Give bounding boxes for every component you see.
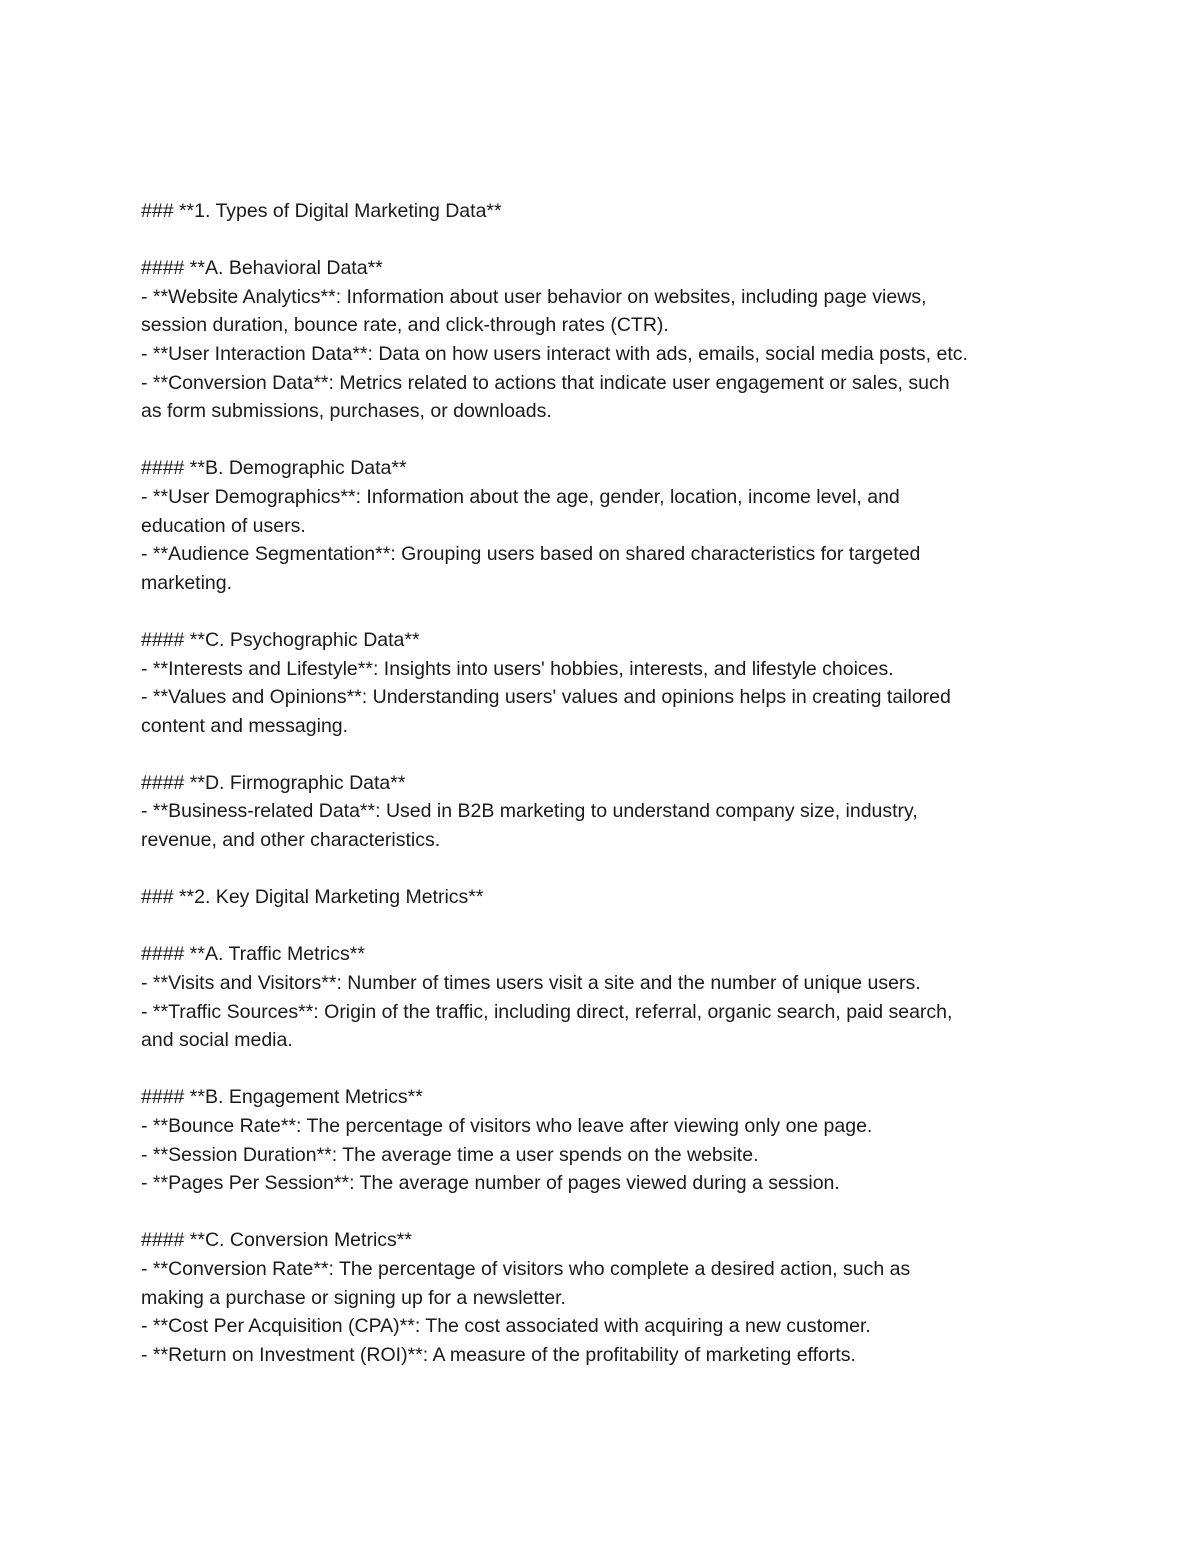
subsection-heading: #### **C. Conversion Metrics**: [141, 1229, 412, 1252]
bullet-item: - **Return on Investment (ROI)**: A measure of the profitability of marketing efforts.: [141, 1343, 856, 1366]
bullet-item: - **Visits and Visitors**: Number of times users visit a site and the number of unique users.: [141, 972, 921, 995]
bullet-item: - **Session Duration**: The average time a user spends on the website.: [141, 1143, 759, 1166]
document-body: [141, 197, 1071, 1369]
bullet-item: - **Bounce Rate**: The percentage of visitors who leave after viewing only one page.: [141, 1115, 873, 1137]
bullet-item: - **Cost Per Acquisition (CPA)**: The cost associated with acquiring a new customer.: [141, 1315, 871, 1338]
section-heading: ### **1. Types of Digital Marketing Data**: [141, 200, 502, 222]
bullet-item: - **User Interaction Data**: Data on how users interact with ads, emails, social media posts, etc.: [141, 342, 968, 365]
bullet-item: - **Values and Opinions**: Understanding users' values and opinions helps in creating tailored: [141, 686, 951, 709]
bullet-item: - **Interests and Lifestyle**: Insights into users' hobbies, interests, and lifestyle choices.: [141, 657, 894, 680]
blank-line: [141, 426, 1071, 455]
bullet-continuation: marketing.: [141, 571, 233, 594]
bullet-item: - **Business-related Data**: Used in B2B marketing to understand company size, industry,: [141, 800, 918, 823]
blank-line: [141, 226, 1071, 255]
bullet-continuation: education of users.: [141, 514, 306, 537]
section-heading: ### **2. Key Digital Marketing Metrics**: [141, 886, 484, 909]
subsection-heading: #### **C. Psychographic Data**: [141, 628, 420, 651]
subsection-heading: #### **B. Engagement Metrics**: [141, 1086, 423, 1109]
bullet-item: - **Pages Per Session**: The average number of pages viewed during a session.: [141, 1172, 840, 1195]
bullet-continuation: session duration, bounce rate, and click-through rates (CTR).: [141, 314, 669, 337]
bullet-continuation: as form submissions, purchases, or downloads.: [141, 400, 552, 423]
bullet-item: - **Conversion Data**: Metrics related to actions that indicate user engagement or sales, such: [141, 371, 950, 394]
blank-line: [141, 597, 1071, 626]
bullet-item: - **User Demographics**: Information about the age, gender, location, income level, and: [141, 485, 900, 508]
subsection-heading: #### **A. Traffic Metrics**: [141, 943, 365, 966]
bullet-continuation: revenue, and other characteristics.: [141, 829, 441, 852]
blank-line: [141, 740, 1071, 769]
subsection-heading: #### **A. Behavioral Data**: [141, 257, 383, 280]
blank-line: [141, 912, 1071, 941]
bullet-item: - **Conversion Rate**: The percentage of visitors who complete a desired action, such as: [141, 1257, 911, 1280]
bullet-item: - **Audience Segmentation**: Grouping users based on shared characteristics for targeted: [141, 543, 921, 566]
bullet-item: - **Website Analytics**: Information about user behavior on websites, including page views,: [141, 285, 927, 308]
blank-line: [141, 1055, 1071, 1084]
blank-line: [141, 855, 1071, 884]
blank-line: [141, 1198, 1071, 1227]
subsection-heading: #### **B. Demographic Data**: [141, 457, 407, 480]
bullet-continuation: making a purchase or signing up for a newsletter.: [141, 1286, 566, 1309]
bullet-item: - **Traffic Sources**: Origin of the traffic, including direct, referral, organic search, paid search,: [141, 1000, 953, 1023]
bullet-continuation: and social media.: [141, 1029, 293, 1052]
subsection-heading: #### **D. Firmographic Data**: [141, 771, 406, 794]
bullet-continuation: content and messaging.: [141, 714, 349, 737]
